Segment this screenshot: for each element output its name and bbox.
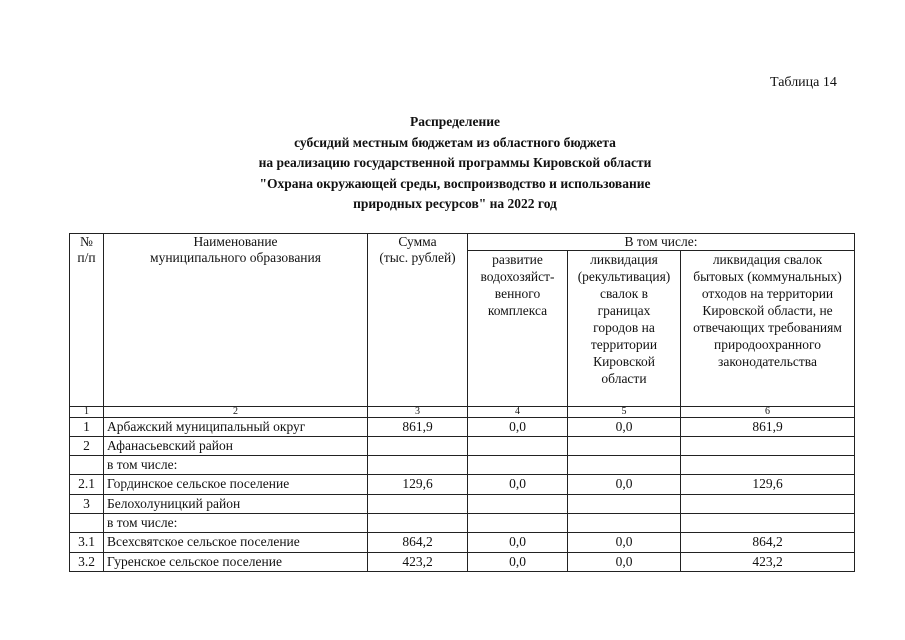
row-water <box>468 456 568 475</box>
col-number: 4 <box>468 407 568 418</box>
row-recultivation <box>568 437 681 456</box>
row-water: 0,0 <box>468 475 568 495</box>
header-sum: Сумма (тыс. рублей) <box>368 234 468 407</box>
row-num: 2 <box>70 437 104 456</box>
row-recultivation: 0,0 <box>568 475 681 495</box>
row-water <box>468 514 568 533</box>
table-row <box>70 553 855 572</box>
row-liquidation <box>681 495 855 514</box>
header-dump-recultivation: ликвидация (рекультивация) свалок в границах городов на территории Кировской области <box>568 251 681 407</box>
header-dump-liquidation: ликвидация свалок бытовых (коммунальных) отходов на территории Кировской области, не отвечающих требованиям природоохранного законодательства <box>681 251 855 407</box>
row-recultivation <box>568 456 681 475</box>
row-recultivation: 0,0 <box>568 553 681 572</box>
row-num: 1 <box>70 418 104 437</box>
table-row <box>70 514 855 533</box>
header-name: Наименование муниципального образования <box>104 234 368 407</box>
header-including: В том числе: <box>468 234 855 251</box>
row-sum <box>368 495 468 514</box>
row-num <box>70 514 104 533</box>
row-name: Арбажский муниципальный округ <box>104 418 368 437</box>
row-sum: 129,6 <box>368 475 468 495</box>
header-num: № п/п <box>70 234 104 407</box>
row-name: Гуренское сельское поселение <box>104 553 368 572</box>
row-recultivation <box>568 514 681 533</box>
table-row <box>70 456 855 475</box>
row-name: Афанасьевский район <box>104 437 368 456</box>
subsidy-table <box>69 233 855 572</box>
col-number: 2 <box>104 407 368 418</box>
row-sum: 423,2 <box>368 553 468 572</box>
row-name: Гординское сельское поселение <box>104 475 368 495</box>
row-liquidation: 861,9 <box>681 418 855 437</box>
row-num: 3 <box>70 495 104 514</box>
row-name: в том числе: <box>104 514 368 533</box>
row-water: 0,0 <box>468 533 568 553</box>
row-name: в том числе: <box>104 456 368 475</box>
row-water: 0,0 <box>468 553 568 572</box>
col-number: 6 <box>681 407 855 418</box>
row-water: 0,0 <box>468 418 568 437</box>
header-water-development: развитие водохозяйст- венного комплекса <box>468 251 568 407</box>
document-title <box>200 112 710 215</box>
title-line: субсидий местным бюджетам из областного бюджета <box>294 134 616 150</box>
row-name: Всехсвятское сельское поселение <box>104 533 368 553</box>
row-num <box>70 456 104 475</box>
table-row <box>70 533 855 553</box>
row-num: 3.1 <box>70 533 104 553</box>
row-water <box>468 495 568 514</box>
row-liquidation <box>681 514 855 533</box>
row-liquidation <box>681 456 855 475</box>
col-number: 3 <box>368 407 468 418</box>
table-row <box>70 437 855 456</box>
row-liquidation: 423,2 <box>681 553 855 572</box>
row-sum: 864,2 <box>368 533 468 553</box>
row-num: 2.1 <box>70 475 104 495</box>
col-number: 5 <box>568 407 681 418</box>
table-row <box>70 495 855 514</box>
row-liquidation: 864,2 <box>681 533 855 553</box>
row-water <box>468 437 568 456</box>
title-line: на реализацию государственной программы Кировской области <box>258 155 652 170</box>
row-sum <box>368 437 468 456</box>
table-row <box>70 418 855 437</box>
table-number-label: Таблица 14 <box>770 75 837 90</box>
title-line: природных ресурсов" на 2022 год <box>353 196 557 211</box>
row-liquidation: 129,6 <box>681 475 855 495</box>
row-recultivation: 0,0 <box>568 418 681 437</box>
table-row <box>70 475 855 495</box>
row-recultivation <box>568 495 681 514</box>
row-sum: 861,9 <box>368 418 468 437</box>
row-liquidation <box>681 437 855 456</box>
title-line: Распределение <box>409 114 501 129</box>
col-number: 1 <box>70 407 104 418</box>
title-line: "Охрана окружающей среды, воспроизводство и использование <box>259 175 651 191</box>
row-num: 3.2 <box>70 553 104 572</box>
row-name: Белохолуницкий район <box>104 495 368 514</box>
row-recultivation: 0,0 <box>568 533 681 553</box>
row-sum <box>368 514 468 533</box>
row-sum <box>368 456 468 475</box>
